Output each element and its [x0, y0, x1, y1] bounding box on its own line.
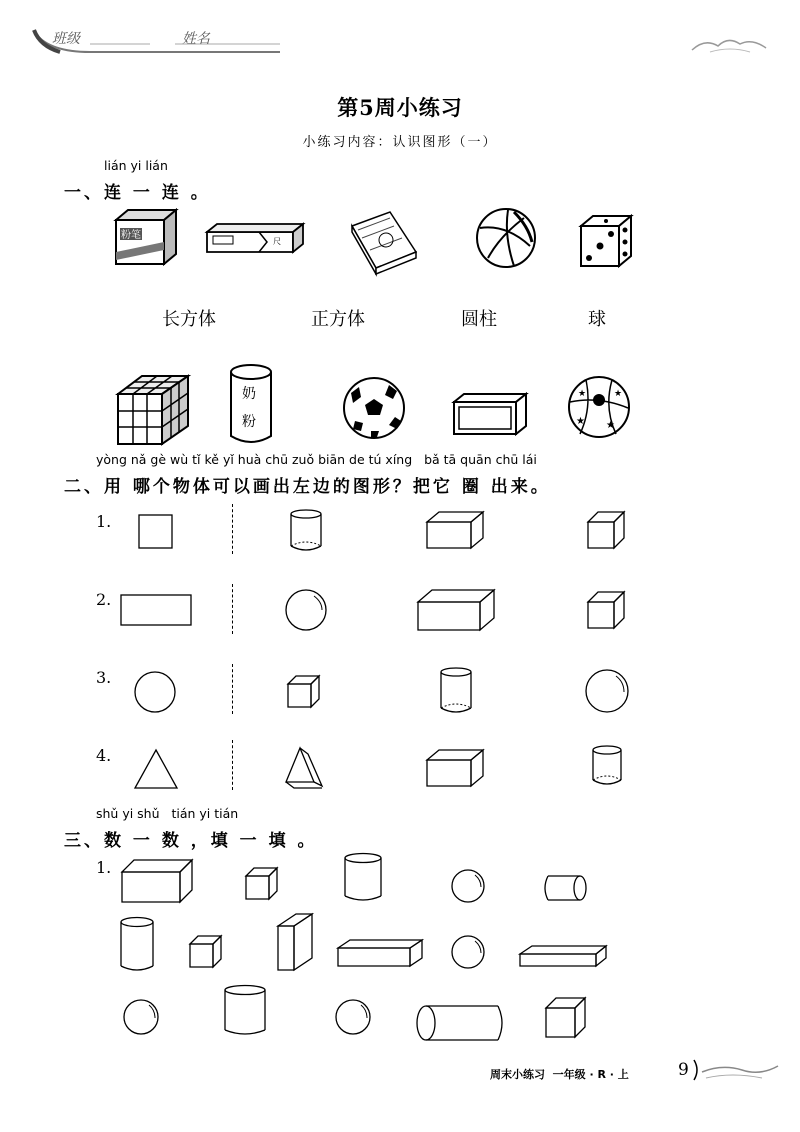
chalk-box-label: 粉笔: [121, 230, 141, 241]
cube-icon: [286, 674, 322, 710]
row3-number: 3.: [96, 668, 112, 687]
milk-label-2: 粉: [242, 414, 256, 430]
cylinder-icon: [342, 852, 384, 904]
section2-pinyin: yòng nǎ gè wù tǐ kě yǐ huà chū zuǒ biān de tú xíng bǎ tā quān chū lái: [96, 452, 537, 467]
cuboid-icon: [336, 938, 426, 968]
page-number: 9: [678, 1060, 689, 1080]
sphere-icon: [122, 998, 160, 1036]
rectangle-shape: [120, 594, 194, 628]
section3-heading: 三、数 一 数 ，填 一 填 。: [64, 831, 318, 851]
cuboid-icon: [276, 912, 316, 972]
dice-icon: [577, 212, 633, 270]
section3-pinyin: shǔ yi shǔ tián yi tián: [96, 806, 239, 821]
page-title: 第5周小练习: [337, 95, 463, 120]
divider: [232, 664, 233, 714]
page-subtitle: 小练习内容：认识图形（一）: [302, 135, 498, 150]
cube-icon: [244, 866, 280, 902]
cube-icon: [544, 996, 588, 1040]
book-icon: [350, 210, 420, 272]
svg-text:★: ★: [614, 389, 623, 399]
section1-heading: 一、连 一 连 。: [64, 183, 211, 203]
cuboid-icon: [120, 858, 194, 904]
cylinder-icon: [118, 916, 156, 974]
sphere-icon: [334, 998, 372, 1036]
word-sphere: 球: [588, 309, 606, 330]
cylinder-icon: [590, 744, 624, 788]
soccer-ball-icon: [341, 375, 407, 441]
ruler-box-icon: [203, 222, 307, 258]
volleyball-icon: [474, 206, 538, 270]
svg-text:★: ★: [606, 420, 615, 431]
name-label: 姓名: [182, 31, 210, 47]
circle-shape: [133, 670, 177, 714]
mountain-decoration-icon: [690, 30, 770, 60]
ruler-box-label: 尺: [273, 237, 281, 246]
svg-text:★: ★: [576, 416, 585, 427]
cuboid-icon: [425, 748, 485, 788]
triangular-prism-icon: [284, 746, 324, 790]
row1-number: 1.: [96, 512, 112, 531]
cube-icon: [188, 934, 224, 970]
cylinder-icon: [540, 874, 588, 904]
sphere-icon: [284, 588, 328, 632]
svg-text:★: ★: [578, 389, 587, 399]
divider: [232, 584, 233, 634]
cuboid-icon: [416, 588, 496, 632]
word-cylinder: 圆柱: [461, 309, 497, 330]
cuboid-icon: [425, 510, 485, 550]
section1-pinyin: lián yi lián: [104, 158, 168, 173]
cube-icon: [586, 590, 626, 630]
section2-heading: 二、用 哪个物体可以画出左边的图形？把它 圈 出来。: [64, 477, 551, 497]
row2-number: 2.: [96, 590, 112, 609]
milk-label-1: 奶: [242, 386, 256, 402]
triangle-shape: [133, 748, 179, 790]
word-cube: 正方体: [311, 309, 365, 330]
rubiks-cube-icon: [114, 372, 192, 448]
box-icon: [450, 390, 530, 438]
divider: [232, 504, 233, 554]
cylinder-icon: [414, 1004, 506, 1044]
class-label: 班级: [52, 31, 80, 47]
milk-powder-can-icon: [228, 362, 274, 446]
cube-icon: [586, 510, 626, 550]
sphere-icon: [450, 934, 486, 970]
divider: [232, 740, 233, 790]
word-cuboid: 长方体: [162, 309, 216, 330]
sphere-icon: [450, 868, 486, 904]
cylinder-icon: [222, 984, 268, 1038]
cylinder-icon: [288, 508, 324, 554]
footer-text: 周末小练习 一年级 · R · 上: [490, 1068, 629, 1081]
footer-wave-decoration: [692, 1056, 782, 1086]
cylinder-icon: [438, 666, 474, 716]
square-shape: [138, 514, 174, 550]
row4-number: 4.: [96, 746, 112, 765]
section3-number: 1.: [96, 858, 112, 877]
chalk-box-icon: [112, 206, 178, 266]
cuboid-icon: [518, 944, 608, 970]
sphere-icon: [584, 668, 630, 714]
beach-ball-icon: [566, 374, 632, 440]
